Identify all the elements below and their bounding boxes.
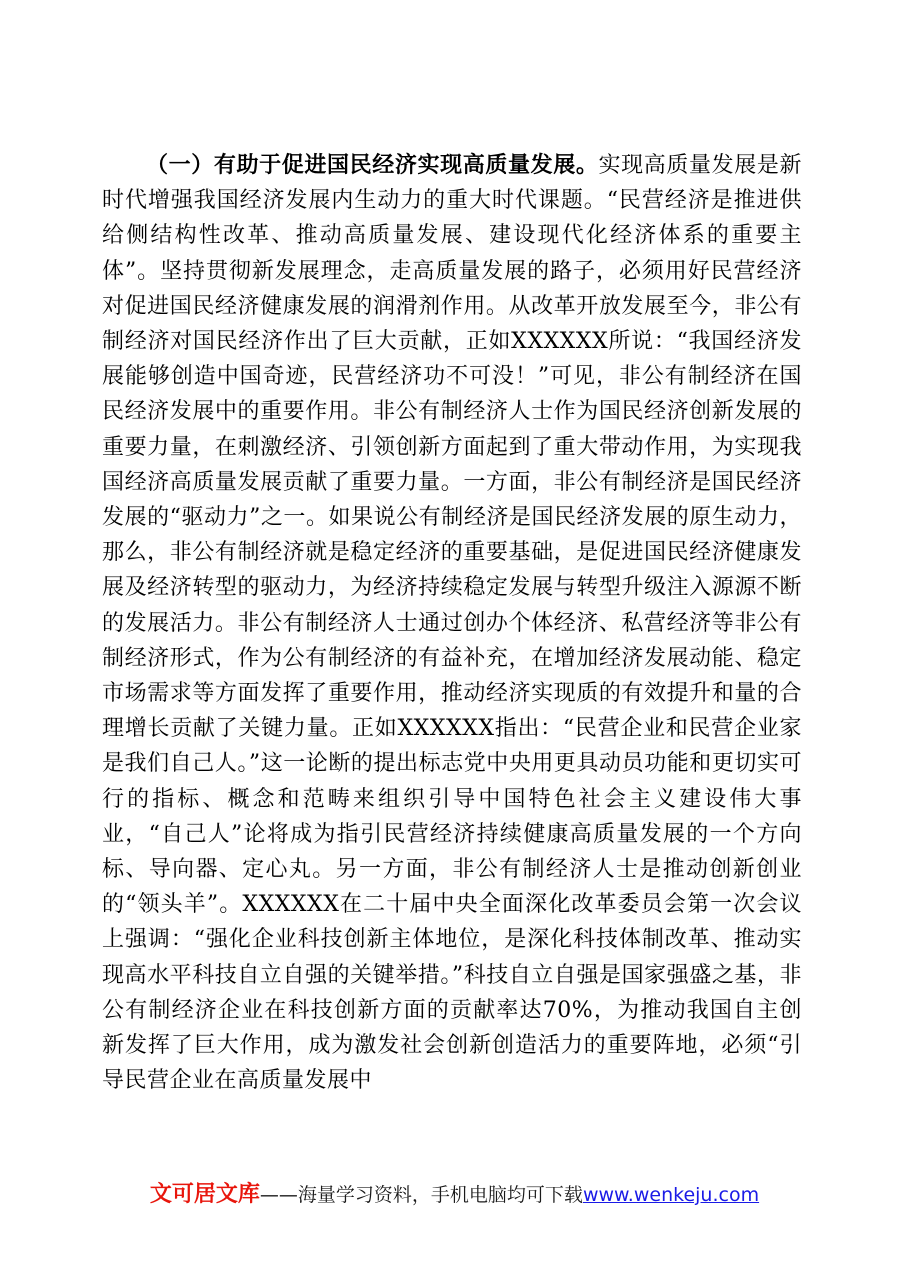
footer-website-link[interactable]: www.wenkeju.com bbox=[582, 1184, 760, 1206]
document-paragraph bbox=[102, 148, 802, 1098]
section-heading: （一）有助于促进国民经济实现高质量发展。 bbox=[146, 152, 599, 178]
footer-brand: 文可居文库 bbox=[149, 1182, 260, 1207]
footer-tagline: ——海量学习资料，手机电脑均可下载 bbox=[259, 1184, 583, 1206]
footer-banner bbox=[0, 1180, 909, 1210]
paragraph-body: 实现高质量发展是新时代增强我国经济发展内生动力的重大时代课题。“民营经济是推进供给侧结构性改革、推动高质量发展、建设现代化经济体系的重要主体”。坚持贯彻新发展理念，走高质量发展的路子，必须用好民营经济对促进国民经济健康发展的润滑剂作用。从改革开放发展至今，非公有制经济对国民经济作出了巨大贡献，正如XXXXXX所说：“我国经济发展能够创造中国奇迹，民营经济功不可没！”可见，非公有制经济在国民经济发展中的重要作用。非公有制经济人士作为国民经济创新发展的重要力量，在刺激经济、引领创新方面起到了重大带动作用，为实现我国经济高质量发展贡献了重要力量。一方面，非公有制经济是国民经济发展的“驱动力”之一。如果说公有制经济是国民经济发展的原生动力，那么，非公有制经济就是稳定经济的重要基础，是促进国民经济健康发展及经济转型的驱动力，为经济持续稳定发展与转型升级注入源源不断的发展活力。非公有制经济人士通过创办个体经济、私营经济等非公有制经济形式，作为公有制经济的有益补充，在增加经济发展动能、稳定市场需求等方面发挥了重要作用，推动经济实现质的有效提升和量的合理增长贡献了关键力量。正如XXXXXX指出：“民营企业和民营企业家是我们自己人。”这一论断的提出标志党中央用更具动员功能和更切实可行的指标、概念和范畴来组织引导中国特色社会主义建设伟大事业，“自己人”论将成为指引民营经济持续健康高质量发展的一个方向标、导向器、定心丸。另一方面，非公有制经济人士是推动创新创业的“领头羊”。XXXXXX在二十届中央全面深化改革委员会第一次会议上强调：“强化企业科技创新主体地位，是深化科技体制改革、推动实现高水平科技自立自强的关键举措。”科技自立自强是国家强盛之基，非公有制经济企业在科技创新方面的贡献率达70%，为推动我国自主创新发挥了巨大作用，成为激发社会创新创造活力的重要阵地，必须“引导民营企业在高质量发展中 bbox=[102, 153, 802, 1094]
